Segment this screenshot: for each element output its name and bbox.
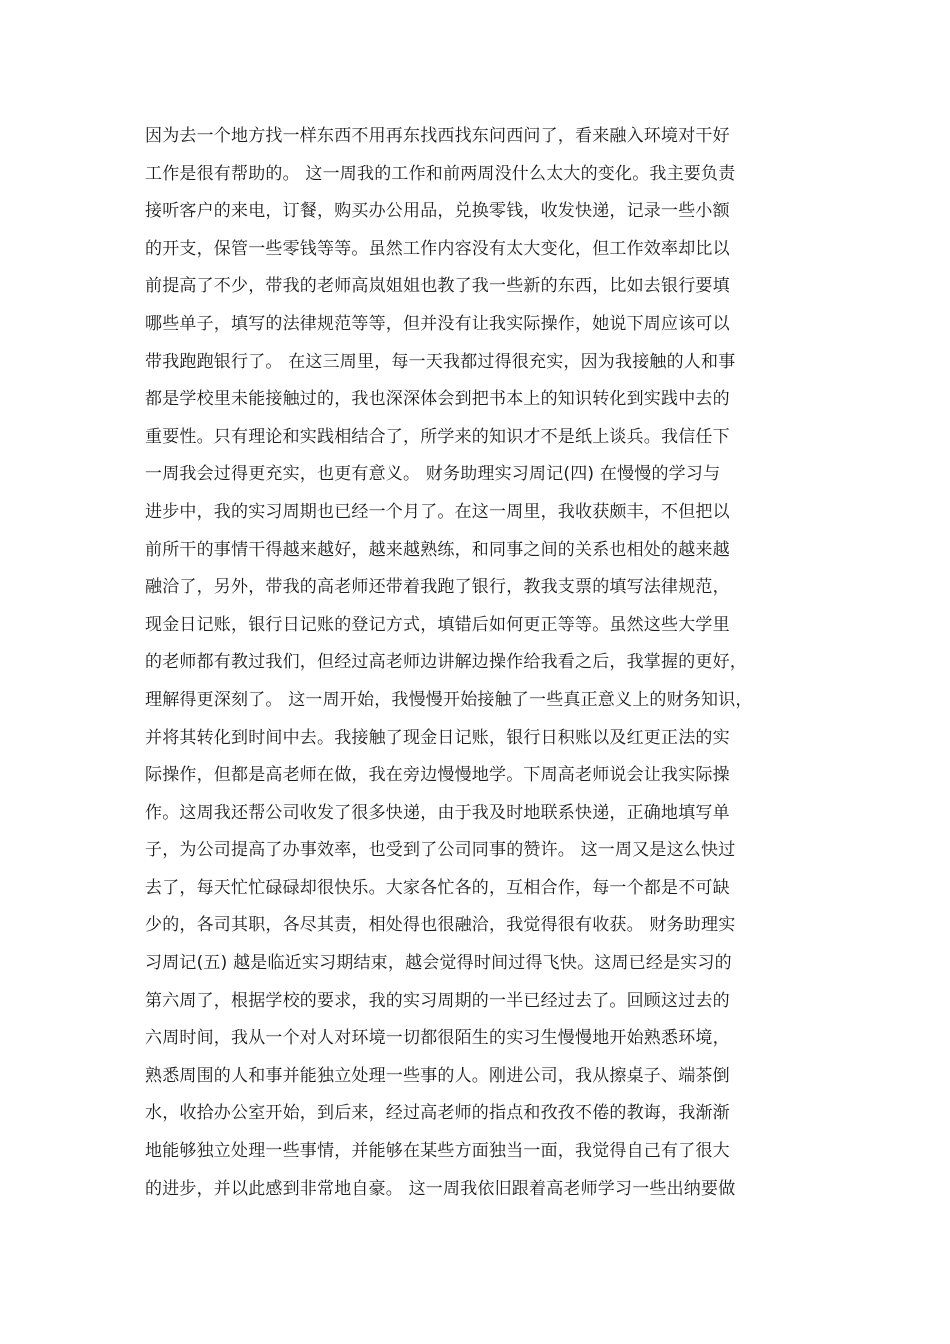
text-line: 的开支，保管一些零钱等等。虽然工作内容没有太大变化，但工作效率却比以 xyxy=(145,238,730,259)
text-line: 带我跑跑银行了。 在这三周里，每一天我都过得很充实，因为我接触的人和事 xyxy=(145,351,736,372)
text-line: 六周时间，我从一个对人对环境一切都很陌生的实习生慢慢地开始熟悉环境， xyxy=(145,1028,730,1049)
text-line: 前所干的事情干得越来越好，越来越熟练，和同事之间的关系也相处的越来越 xyxy=(145,539,730,560)
text-line: 第六周了，根据学校的要求，我的实习周期的一半已经过去了。回顾这过去的 xyxy=(145,990,730,1011)
text-line: 的进步，并以此感到非常地自豪。 这一周我依旧跟着高老师学习一些出纳要做 xyxy=(145,1178,736,1199)
text-line: 作。这周我还帮公司收发了很多快递，由于我及时地联系快递，正确地填写单 xyxy=(145,802,730,823)
text-line: 哪些单子，填写的法律规范等等，但并没有让我实际操作，她说下周应该可以 xyxy=(145,313,730,334)
text-line: 都是学校里未能接触过的，我也深深体会到把书本上的知识转化到实践中去的 xyxy=(145,389,730,410)
text-line: 重要性。只有理论和实践相结合了，所学来的知识才不是纸上谈兵。我信任下 xyxy=(145,426,730,447)
text-line: 一周我会过得更充实，也更有意义。 财务助理实习周记(四) 在慢慢的学习与 xyxy=(145,464,721,485)
text-line: 现金日记账，银行日记账的登记方式，填错后如何更正等等。虽然这些大学里 xyxy=(145,614,730,635)
text-line: 理解得更深刻了。 这一周开始，我慢慢开始接触了一些真正意义上的财务知识， xyxy=(145,689,753,710)
text-line: 子，为公司提高了办事效率，也受到了公司同事的赞许。 这一周又是这么快过 xyxy=(145,840,736,861)
text-line: 际操作，但都是高老师在做，我在旁边慢慢地学。下周高老师说会让我实际操 xyxy=(145,765,730,786)
text-line: 习周记(五) 越是临近实习期结束，越会觉得时间过得飞快。这周已经是实习的 xyxy=(145,953,732,974)
text-line: 进步中，我的实习周期也已经一个月了。在这一周里，我收获颇丰，不但把以 xyxy=(145,501,730,522)
text-line: 熟悉周围的人和事并能独立处理一些事的人。刚进公司，我从擦桌子、端茶倒 xyxy=(145,1065,730,1086)
text-line: 地能够独立处理一些事情，并能够在某些方面独当一面，我觉得自己有了很大 xyxy=(145,1141,730,1162)
text-line: 并将其转化到时间中去。我接触了现金日记账，银行日积账以及红更正法的实 xyxy=(145,727,730,748)
text-line: 少的，各司其职，各尽其责，相处得也很融洽，我觉得很有收获。 财务助理实 xyxy=(145,915,736,936)
text-line: 接听客户的来电，订餐，购买办公用品，兑换零钱，收发快递，记录一些小额 xyxy=(145,201,730,222)
text-line: 工作是很有帮助的。 这一周我的工作和前两周没什么太大的变化。我主要负责 xyxy=(145,163,736,184)
text-line: 融洽了，另外，带我的高老师还带着我跑了银行，教我支票的填写法律规范， xyxy=(145,577,730,598)
text-line: 去了，每天忙忙碌碌却很快乐。大家各忙各的，互相合作，每一个都是不可缺 xyxy=(145,877,730,898)
text-line: 前提高了不少，带我的老师高岚姐姐也教了我一些新的东西，比如去银行要填 xyxy=(145,276,730,297)
text-line: 水，收拾办公室开始，到后来，经过高老师的指点和孜孜不倦的教诲，我渐渐 xyxy=(145,1103,730,1124)
text-line: 因为去一个地方找一样东西不用再东找西找东问西问了，看来融入环境对干好 xyxy=(145,126,730,146)
text-line: 的老师都有教过我们，但经过高老师边讲解边操作给我看之后，我掌握的更好， xyxy=(145,652,747,673)
body-text xyxy=(145,118,825,1208)
